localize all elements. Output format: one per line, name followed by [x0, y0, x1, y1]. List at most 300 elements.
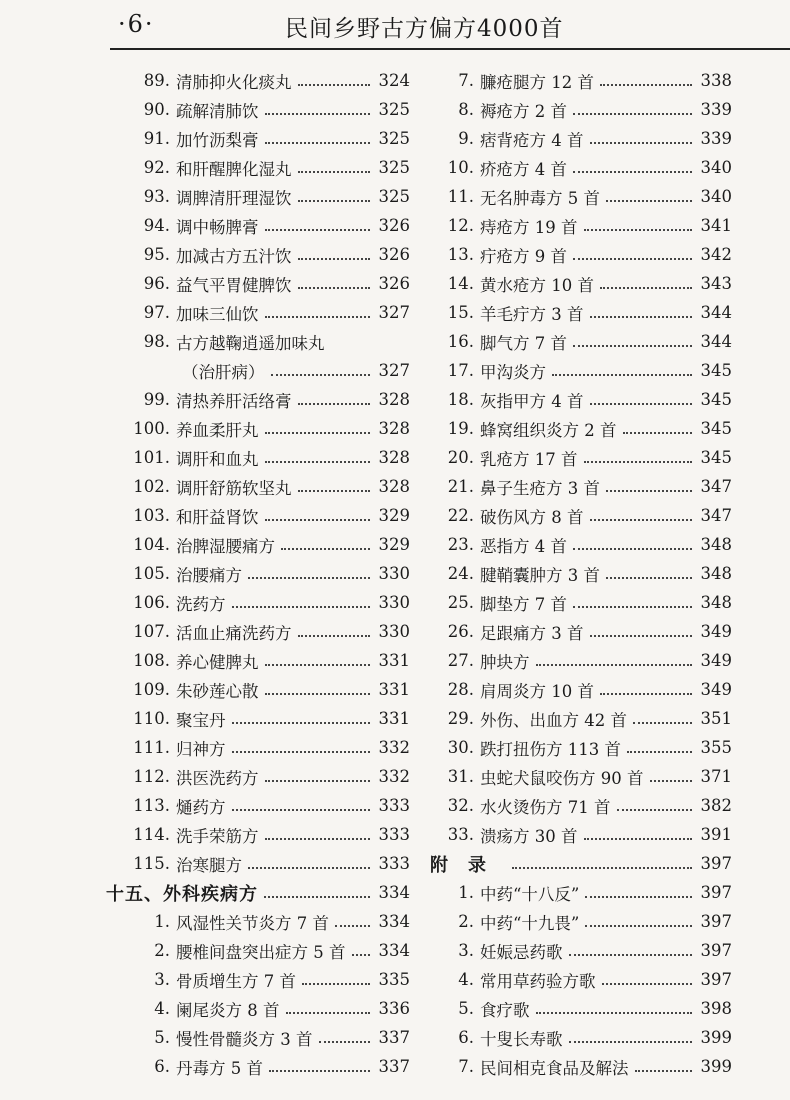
running-title: 民间乡野古方偏方4000首: [285, 16, 564, 42]
entry-page-number: 331: [378, 651, 410, 670]
dot-leader: [265, 461, 371, 463]
entry-number: 100.: [133, 419, 170, 438]
dot-leader: [623, 432, 693, 434]
entry-title: 和肝益肾饮: [176, 507, 259, 527]
entry-number: 19.: [447, 419, 474, 438]
entry-number: 6.: [458, 1028, 474, 1047]
toc-entry: [430, 124, 732, 153]
entry-number: 7.: [458, 71, 474, 90]
toc-entry: [110, 1052, 410, 1081]
entry-title: 十五、外科疾病方: [106, 883, 258, 905]
entry-number: 10.: [447, 158, 474, 177]
toc-entry: [110, 588, 410, 617]
dot-leader: [536, 664, 693, 666]
entry-number: 20.: [447, 448, 474, 467]
entry-page-number: 329: [378, 535, 410, 554]
dot-leader: [298, 490, 371, 492]
entry-number: 102.: [133, 477, 170, 496]
entry-page-number: 345: [700, 361, 732, 380]
dot-leader: [635, 1070, 693, 1072]
entry-number: 6.: [154, 1057, 170, 1076]
toc-entry: [430, 298, 732, 327]
entry-page-number: 335: [378, 970, 410, 989]
entry-number: 108.: [133, 651, 170, 670]
entry-title: 熥药方: [176, 797, 226, 817]
entry-number: 22.: [447, 506, 474, 525]
dot-leader: [590, 142, 693, 144]
entry-page-number: 328: [378, 448, 410, 467]
toc-entry: [110, 443, 410, 472]
dot-leader: [265, 113, 371, 115]
entry-title: 疏解清肺饮: [176, 101, 259, 121]
entry-number: 32.: [447, 796, 474, 815]
entry-title: 治腰痛方: [176, 565, 242, 585]
toc-entry: [430, 211, 732, 240]
entry-page-number: 325: [378, 187, 410, 206]
toc-entry: [110, 327, 410, 356]
entry-title: 益气平胃健脾饮: [176, 275, 292, 295]
entry-title: 调肝和血丸: [176, 449, 259, 469]
toc-entry: [110, 936, 410, 965]
entry-title: 调肝舒筋软坚丸: [176, 478, 292, 498]
toc-entry: [110, 66, 410, 95]
toc-entry: [430, 472, 732, 501]
dot-leader: [600, 84, 692, 86]
dot-leader: [264, 896, 370, 898]
entry-page-number: 397: [700, 941, 732, 960]
entry-title: 腱鞘囊肿方 3 首: [480, 565, 600, 585]
dot-leader: [265, 316, 371, 318]
dot-leader: [573, 606, 692, 608]
toc-entry: [430, 820, 732, 849]
dot-leader: [232, 751, 371, 753]
dot-leader: [298, 287, 371, 289]
dot-leader: [590, 635, 693, 637]
toc-entry: [430, 269, 732, 298]
toc-entry: [430, 501, 732, 530]
entry-number: 95.: [143, 245, 170, 264]
entry-title: 甲沟炎方: [480, 362, 546, 382]
toc-entry: [110, 617, 410, 646]
entry-page-number: 344: [700, 332, 732, 351]
entry-title: 慢性骨髓炎方 3 首: [176, 1029, 313, 1049]
entry-page-number: 345: [700, 448, 732, 467]
toc-entry: [430, 356, 732, 385]
entry-title: 脚垫方 7 首: [480, 594, 567, 614]
toc-entry: [110, 240, 410, 269]
entry-page-number: 330: [378, 593, 410, 612]
dot-leader: [600, 693, 692, 695]
page-number: ·6·: [118, 10, 155, 38]
entry-title: 乳疮方 17 首: [480, 449, 578, 469]
entry-number: 1.: [458, 883, 474, 902]
dot-leader: [265, 780, 371, 782]
entry-number: 3.: [154, 970, 170, 989]
entry-page-number: 326: [378, 245, 410, 264]
dot-leader: [573, 258, 692, 260]
dot-leader: [335, 925, 370, 927]
entry-page-number: 344: [700, 303, 732, 322]
entry-page-number: 342: [700, 245, 732, 264]
entry-number: 7.: [458, 1057, 474, 1076]
toc-entry: [430, 704, 732, 733]
entry-title: 阑尾炎方 8 首: [176, 1000, 280, 1020]
entry-page-number: 333: [378, 854, 410, 873]
toc-entry: [430, 182, 732, 211]
dot-leader: [265, 432, 371, 434]
entry-number: 18.: [447, 390, 474, 409]
entry-page-number: 337: [378, 1057, 410, 1076]
entry-page-number: 340: [700, 158, 732, 177]
toc-entry: [430, 1052, 732, 1081]
entry-number: 2.: [458, 912, 474, 931]
entry-page-number: 331: [378, 709, 410, 728]
dot-leader: [271, 374, 371, 376]
toc-entry: [430, 559, 732, 588]
entry-number: 27.: [447, 651, 474, 670]
entry-title: 腰椎间盘突出症方 5 首: [176, 942, 346, 962]
entry-page-number: 348: [700, 593, 732, 612]
toc-entry: [430, 153, 732, 182]
dot-leader: [265, 838, 371, 840]
toc-entry: [430, 95, 732, 124]
toc-entry: [110, 733, 410, 762]
toc-entry: [110, 153, 410, 182]
toc-entry: [430, 414, 732, 443]
entry-number: 96.: [143, 274, 170, 293]
dot-leader: [606, 577, 692, 579]
entry-number: 4.: [458, 970, 474, 989]
entry-title: 民间相克食品及解法: [480, 1058, 629, 1078]
entry-title: 中药“十八反”: [480, 884, 580, 904]
entry-page-number: 345: [700, 419, 732, 438]
entry-number: 92.: [143, 158, 170, 177]
dot-leader: [585, 896, 692, 898]
dot-leader: [302, 983, 370, 985]
entry-page-number: 391: [700, 825, 732, 844]
dot-leader: [319, 1041, 371, 1043]
toc-entry: [110, 385, 410, 414]
toc-entry: [110, 530, 410, 559]
entry-page-number: 328: [378, 477, 410, 496]
dot-leader: [606, 200, 692, 202]
toc-entry: [110, 95, 410, 124]
dot-leader: [298, 635, 371, 637]
toc-entry: [430, 443, 732, 472]
dot-leader: [232, 606, 371, 608]
toc-entry: [110, 211, 410, 240]
dot-leader: [352, 954, 371, 956]
entry-title: 加味三仙饮: [176, 304, 259, 324]
entry-page-number: 332: [378, 738, 410, 757]
toc-entry: [110, 646, 410, 675]
entry-page-number: 338: [700, 71, 732, 90]
toc-entry: [430, 1023, 732, 1052]
dot-leader: [617, 809, 693, 811]
entry-page-number: 345: [700, 390, 732, 409]
entry-page-number: 349: [700, 622, 732, 641]
dot-leader: [248, 577, 370, 579]
toc-entry: [430, 791, 732, 820]
entry-number: 24.: [447, 564, 474, 583]
entry-number: 23.: [447, 535, 474, 554]
dot-leader: [573, 171, 692, 173]
toc-right-column: [430, 66, 732, 1081]
dot-leader: [552, 374, 692, 376]
entry-number: 15.: [447, 303, 474, 322]
entry-number: 17.: [447, 361, 474, 380]
entry-page-number: 399: [700, 1028, 732, 1047]
entry-number: 2.: [154, 941, 170, 960]
toc-entry: [110, 965, 410, 994]
entry-page-number: 325: [378, 100, 410, 119]
entry-title: 痞背疮方 4 首: [480, 130, 584, 150]
entry-title: （治肝病）: [182, 362, 265, 382]
entry-page-number: 349: [700, 651, 732, 670]
dot-leader: [606, 490, 692, 492]
entry-title: 清肺抑火化痰丸: [176, 72, 292, 92]
entry-title: 肩周炎方 10 首: [480, 681, 594, 701]
dot-leader: [627, 751, 692, 753]
entry-title: 破伤风方 8 首: [480, 507, 584, 527]
dot-leader: [269, 1070, 370, 1072]
entry-page-number: 348: [700, 564, 732, 583]
entry-title: 治寒腿方: [176, 855, 242, 875]
toc-entry: [110, 849, 410, 878]
entry-title: 灰指甲方 4 首: [480, 391, 584, 411]
entry-page-number: 328: [378, 390, 410, 409]
entry-number: 3.: [458, 941, 474, 960]
entry-title: 肿块方: [480, 652, 530, 672]
toc-entry: [430, 675, 732, 704]
entry-title: 跌打扭伤方 113 首: [480, 739, 621, 759]
entry-page-number: 327: [378, 303, 410, 322]
entry-number: 21.: [447, 477, 474, 496]
toc-entry: [110, 762, 410, 791]
entry-number: 4.: [154, 999, 170, 1018]
dot-leader: [573, 548, 692, 550]
dot-leader: [298, 403, 371, 405]
entry-number: 5.: [458, 999, 474, 1018]
dot-leader: [298, 258, 371, 260]
entry-number: 112.: [133, 767, 170, 786]
entry-page-number: 328: [378, 419, 410, 438]
dot-leader: [590, 519, 693, 521]
entry-page-number: 399: [700, 1057, 732, 1076]
entry-page-number: 334: [378, 912, 410, 931]
entry-page-number: 325: [378, 129, 410, 148]
entry-number: 98.: [143, 332, 170, 351]
entry-title: 食疗歌: [480, 1000, 530, 1020]
entry-page-number: 397: [700, 912, 732, 931]
dot-leader: [633, 722, 692, 724]
entry-number: 13.: [447, 245, 474, 264]
entry-number: 115.: [133, 854, 170, 873]
toc-entry: [110, 704, 410, 733]
entry-page-number: 397: [700, 854, 732, 873]
entry-title: 调脾清肝理湿饮: [176, 188, 292, 208]
entry-number: 33.: [447, 825, 474, 844]
entry-title: 外伤、出血方 42 首: [480, 710, 627, 730]
toc-entry: [430, 240, 732, 269]
toc-section-heading: [430, 849, 732, 878]
entry-title: 归神方: [176, 739, 226, 759]
entry-title: 常用草药验方歌: [480, 971, 596, 991]
dot-leader: [298, 84, 371, 86]
entry-page-number: 347: [700, 506, 732, 525]
entry-page-number: 324: [378, 71, 410, 90]
entry-number: 29.: [447, 709, 474, 728]
toc-entry: [430, 762, 732, 791]
entry-page-number: 371: [700, 767, 732, 786]
dot-leader: [584, 229, 693, 231]
entry-page-number: 331: [378, 680, 410, 699]
toc-entry: [110, 501, 410, 530]
entry-number: 109.: [133, 680, 170, 699]
toc-entry: [430, 733, 732, 762]
header-rule: [110, 48, 790, 50]
entry-page-number: 327: [378, 361, 410, 380]
entry-number: 97.: [143, 303, 170, 322]
entry-title: 和肝醒脾化湿丸: [176, 159, 292, 179]
toc-entry: [430, 646, 732, 675]
entry-number: 94.: [143, 216, 170, 235]
dot-leader: [602, 983, 693, 985]
entry-number: 106.: [133, 593, 170, 612]
entry-page-number: 355: [700, 738, 732, 757]
toc-entry: [430, 385, 732, 414]
entry-number: 14.: [447, 274, 474, 293]
dot-leader: [573, 345, 692, 347]
dot-leader: [265, 229, 371, 231]
entry-number: 31.: [447, 767, 474, 786]
entry-page-number: 334: [378, 941, 410, 960]
entry-title: 黄水疮方 10 首: [480, 275, 594, 295]
entry-page-number: 330: [378, 622, 410, 641]
entry-number: 1.: [154, 912, 170, 931]
toc-entry: [110, 124, 410, 153]
dot-leader: [573, 113, 692, 115]
entry-page-number: 347: [700, 477, 732, 496]
toc-entry: [110, 907, 410, 936]
entry-page-number: 382: [700, 796, 732, 815]
entry-number: 30.: [447, 738, 474, 757]
entry-title: 加竹沥梨膏: [176, 130, 259, 150]
entry-title: 鼻子生疮方 3 首: [480, 478, 600, 498]
toc-entry: [110, 791, 410, 820]
entry-number: 8.: [458, 100, 474, 119]
entry-number: 104.: [133, 535, 170, 554]
dot-leader: [265, 519, 371, 521]
entry-page-number: 326: [378, 274, 410, 293]
dot-leader: [298, 200, 371, 202]
dot-leader: [569, 1041, 693, 1043]
dot-leader: [512, 867, 692, 869]
dot-leader: [298, 171, 371, 173]
entry-title: 古方越鞠逍遥加味丸: [176, 333, 325, 353]
entry-number: 12.: [447, 216, 474, 235]
entry-title: 调中畅脾膏: [176, 217, 259, 237]
toc-entry: [430, 878, 732, 907]
dot-leader: [265, 693, 371, 695]
toc-entry: [110, 472, 410, 501]
entry-title: 虫蛇犬鼠咬伤方 90 首: [480, 768, 644, 788]
toc-entry: [110, 269, 410, 298]
entry-number: 101.: [133, 448, 170, 467]
entry-title: 妊娠忌药歌: [480, 942, 563, 962]
toc-entry: [430, 907, 732, 936]
dot-leader: [569, 954, 693, 956]
entry-title: 无名肿毒方 5 首: [480, 188, 600, 208]
entry-page-number: 397: [700, 970, 732, 989]
entry-page-number: 336: [378, 999, 410, 1018]
entry-title: 足跟痛方 3 首: [480, 623, 584, 643]
entry-title: 羊毛疔方 3 首: [480, 304, 584, 324]
entry-page-number: 348: [700, 535, 732, 554]
toc-entry: [430, 617, 732, 646]
entry-title: 十叟长寿歌: [480, 1029, 563, 1049]
entry-page-number: 349: [700, 680, 732, 699]
entry-title: 风湿性关节炎方 7 首: [176, 913, 329, 933]
dot-leader: [265, 142, 371, 144]
toc-entry: [110, 994, 410, 1023]
entry-number: 103.: [133, 506, 170, 525]
toc-entry: [110, 1023, 410, 1052]
page-header: [0, 0, 790, 50]
entry-number: 9.: [458, 129, 474, 148]
entry-title: 臁疮腿方 12 首: [480, 72, 594, 92]
entry-title: 丹毒方 5 首: [176, 1058, 263, 1078]
entry-title: 洗药方: [176, 594, 226, 614]
entry-number: 114.: [133, 825, 170, 844]
entry-title: 骨质增生方 7 首: [176, 971, 296, 991]
toc-entry: [430, 994, 732, 1023]
entry-title: 溃疡方 30 首: [480, 826, 578, 846]
entry-page-number: 337: [378, 1028, 410, 1047]
entry-page-number: 397: [700, 883, 732, 902]
entry-number: 113.: [133, 796, 170, 815]
dot-leader: [590, 316, 693, 318]
entry-page-number: 351: [700, 709, 732, 728]
entry-title: 活血止痛洗药方: [176, 623, 292, 643]
entry-number: 105.: [133, 564, 170, 583]
toc-entry: [430, 965, 732, 994]
entry-number: 91.: [143, 129, 170, 148]
dot-leader: [585, 925, 692, 927]
entry-page-number: 334: [378, 883, 410, 902]
entry-title: 恶指方 4 首: [480, 536, 567, 556]
entry-number: 110.: [133, 709, 170, 728]
entry-title: 蜂窝组织炎方 2 首: [480, 420, 617, 440]
dot-leader: [584, 461, 693, 463]
dot-leader: [600, 287, 692, 289]
entry-page-number: 341: [700, 216, 732, 235]
entry-page-number: 329: [378, 506, 410, 525]
entry-page-number: 332: [378, 767, 410, 786]
dot-leader: [536, 1012, 693, 1014]
entry-page-number: 330: [378, 564, 410, 583]
dot-leader: [650, 780, 693, 782]
entry-number: 89.: [143, 71, 170, 90]
toc-entry: [110, 298, 410, 327]
entry-title: 养血柔肝丸: [176, 420, 259, 440]
entry-title: 附录: [430, 854, 506, 876]
toc-entry: [430, 327, 732, 356]
entry-title: 养心健脾丸: [176, 652, 259, 672]
dot-leader: [281, 548, 370, 550]
entry-title: 中药“十九畏”: [480, 913, 580, 933]
entry-title: 痔疮方 19 首: [480, 217, 578, 237]
